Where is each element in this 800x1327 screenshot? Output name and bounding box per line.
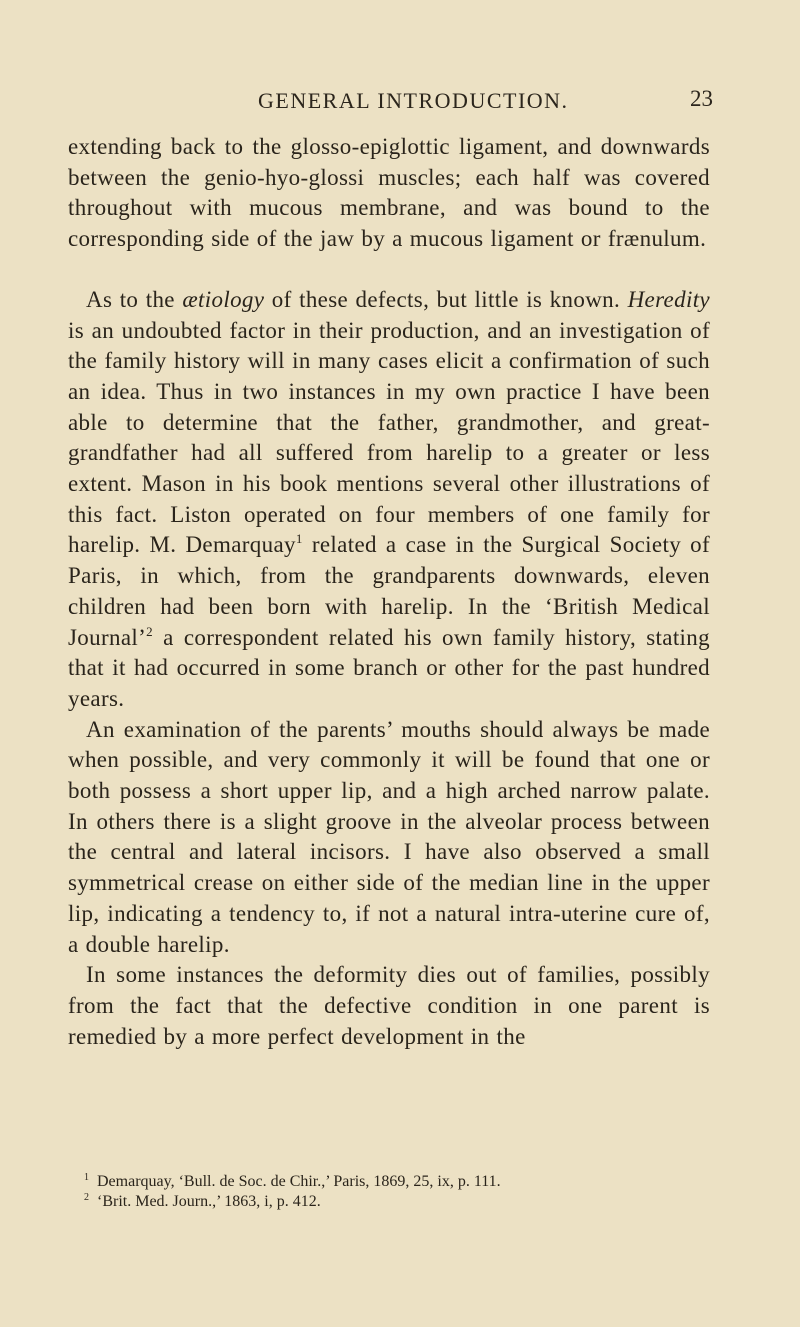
paragraph-3: An examination of the parents’ mouths should always be made when possible, and very commonly it will be found that one or both possess a short upper lip, and a high arched narrow palate. In others there is a slight groove in the alveolar process between the central and lateral incisors. I have also observed a small symmetrical crease on either side of the median line in the upper lip, indicating a tendency to, if not a natural intra-uterine cure of, a double harelip. <box>68 716 710 957</box>
paragraph-4: In some instances the deformity dies out of families, possibly from the fact that the defective condition in one parent is remedied by a more perfect development in the <box>68 962 710 1049</box>
paragraph-1: extending back to the glosso-epiglottic ligament, and downwards between the genio-hyo-glossi muscles; each half was covered throughout with mucous membrane, and was bound to the corresponding side of the jaw by a mucous ligament or frænulum. <box>68 134 710 252</box>
footnote-mark-2: 2 <box>84 1192 89 1203</box>
paragraph-2 <box>68 285 710 715</box>
paragraph-2-text-1: As to the <box>86 286 183 312</box>
body-text <box>68 132 710 1052</box>
footnote-2 <box>84 1192 724 1212</box>
aetiology-term: ætiology <box>182 286 265 312</box>
footnote-1 <box>84 1172 724 1192</box>
running-head: GENERAL INTRODUCTION. <box>258 88 569 113</box>
paragraph-2-text-5: a correspondent related his own family history, stating that it had occurred in some branch or other for the past hundred years. <box>68 624 710 711</box>
page-number: 23 <box>690 86 713 111</box>
footnote-mark-1: 1 <box>84 1172 89 1183</box>
footnote-text-2: ‘Brit. Med. Journ.,’ 1863, i, p. 412. <box>97 1193 321 1210</box>
footnote-text-1: Demarquay, ‘Bull. de Soc. de Chir.,’ Paris, 1869, 25, ix, p. 111. <box>97 1173 501 1190</box>
footnotes <box>84 1172 724 1212</box>
footnote-ref-2: 2 <box>146 623 154 639</box>
footnote-ref-1: 1 <box>295 531 303 547</box>
paragraph-2-text-2: of these defects, but little is known. <box>264 286 628 312</box>
paragraph-2-text-3: is an undoubted factor in their production, and an investigation of the family history will in many cases elicit a confirmation of such an idea. Thus in two instances in my own practice I have been able to determine that the father, grandmother, and great-grandfather had all suffered from harelip to a greater or less extent. Mason in his book mentions several other illustrations of this fact. Liston operated on four members of one family for harelip. M. Demarquay <box>68 317 710 558</box>
heredity-term: Heredity <box>627 286 710 312</box>
paragraph-2-text-4: related a case in the Surgical Society of Paris, in which, from the grandparents downwards, eleven children had been born with harelip. In the ‘British Medical Journal’ <box>68 532 710 650</box>
